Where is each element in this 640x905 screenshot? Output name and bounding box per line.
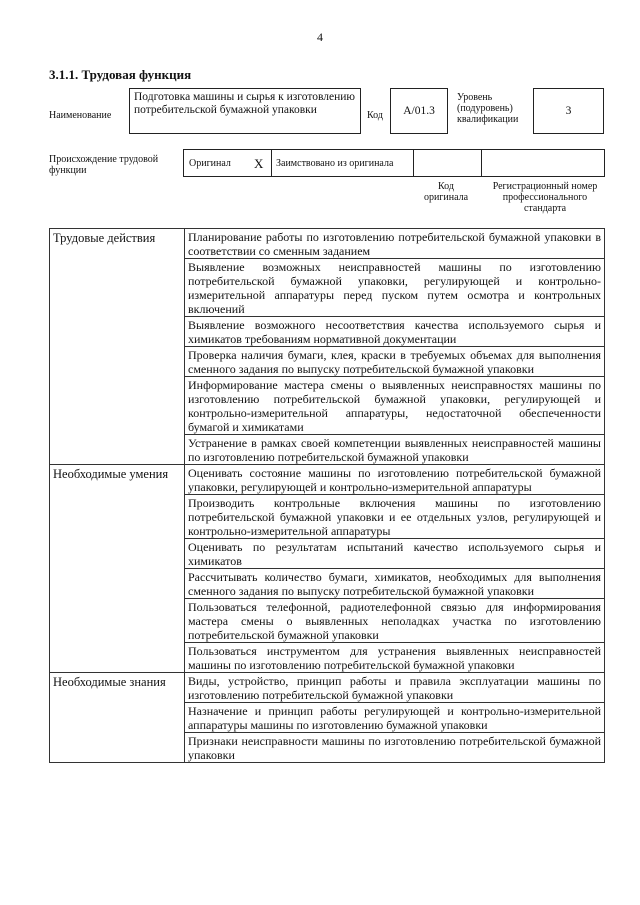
borrowed-cell	[272, 150, 414, 176]
table-row	[50, 673, 605, 703]
table-cell: Рассчитывать количество бумаги, химикатов, необходимых для выполнения сменного задания по выпуску потребительской бумажной упаковки	[185, 569, 605, 599]
original-label: Оригинал	[189, 158, 231, 169]
table-cell: Виды, устройство, принцип работы и правила эксплуатации машины по изготовлению потребительской бумажной упаковки	[185, 673, 605, 703]
table-row	[50, 465, 605, 495]
reg-number-cell	[482, 150, 604, 176]
level-label: Уровень (подуровень) квалификации	[457, 92, 519, 125]
table-cell: Устранение в рамках своей компетенции выявленных неисправностей машины по изготовлению потребительской бумажной упаковки	[185, 435, 605, 465]
code-label: Код	[367, 110, 383, 121]
name-value: Подготовка машины и сырья к изготовлению потребительской бумажной упаковки	[134, 91, 355, 116]
section-title: 3.1.1. Трудовая функция	[49, 67, 192, 82]
page-number: 4	[317, 30, 323, 44]
code-original-caption: Код оригинала	[423, 181, 469, 203]
function-table	[49, 228, 605, 763]
name-label: Наименование	[49, 110, 112, 121]
origin-label: Происхождение трудовой функции	[49, 154, 159, 176]
name-box	[129, 88, 361, 134]
table-cell: Оценивать состояние машины по изготовлению потребительской бумажной упаковки, регулирующей и контрольно-измерительной аппаратуры	[185, 465, 605, 495]
original-cell	[184, 150, 272, 176]
code-original-cell	[414, 150, 482, 176]
section-label-skills: Необходимые умения	[50, 465, 185, 673]
original-mark: X	[254, 156, 264, 171]
table-cell: Выявление возможных неисправностей машины по изготовлению потребительской бумажной упаковки, регулирующей и контрольно-измерительной аппаратуры перед пуском путем осмотра и контрольных включений	[185, 259, 605, 317]
table-cell: Назначение и принцип работы регулирующей и контрольно-измерительной аппаратуры машины по изготовлению бумажной упаковки	[185, 703, 605, 733]
table-cell: Информирование мастера смены о выявленных неисправностях машины по изготовлению потребительской бумажной упаковки, регулирующей и контрольно-измерительной аппаратуры, недостаточной обеспеченности бумагой и химикатами	[185, 377, 605, 435]
table-cell: Проверка наличия бумаги, клея, краски в требуемых объемах для выполнения сменного задания по выпуску потребительской бумажной упаковки	[185, 347, 605, 377]
borrowed-label: Заимствовано из оригинала	[276, 158, 394, 169]
level-box	[533, 88, 604, 134]
table-cell: Выявление возможного несоответствия качества используемого сырья и химикатов требованиям нормативной документации	[185, 317, 605, 347]
section-label-knowledge: Необходимые знания	[50, 673, 185, 763]
origin-table	[183, 149, 605, 177]
table-cell: Производить контрольные включения машины по изготовлению потребительской бумажной упаковки и ее отдельных узлов, регулирующей и контрольно-измерительной аппаратуры	[185, 495, 605, 539]
table-row	[50, 229, 605, 259]
table-cell: Пользоваться телефонной, радиотелефонной связью для информирования мастера смены о выявленных неполадках участка по изготовлению потребительской бумажной упаковки	[185, 599, 605, 643]
table-cell: Пользоваться инструментом для устранения выявленных неисправностей машины по изготовлению потребительской бумажной упаковки	[185, 643, 605, 673]
table-cell: Признаки неисправности машины по изготовлению потребительской бумажной упаковки	[185, 733, 605, 763]
section-label-actions: Трудовые действия	[50, 229, 185, 465]
table-cell: Планирование работы по изготовлению потребительской бумажной упаковки в соответствии со сменным заданием	[185, 229, 605, 259]
code-value: A/01.3	[403, 105, 435, 117]
table-cell: Оценивать по результатам испытаний качество используемого сырья и химикатов	[185, 539, 605, 569]
code-box	[390, 88, 448, 134]
level-value: 3	[565, 105, 572, 117]
reg-number-caption: Регистрационный номер профессионального стандарта	[492, 181, 598, 214]
